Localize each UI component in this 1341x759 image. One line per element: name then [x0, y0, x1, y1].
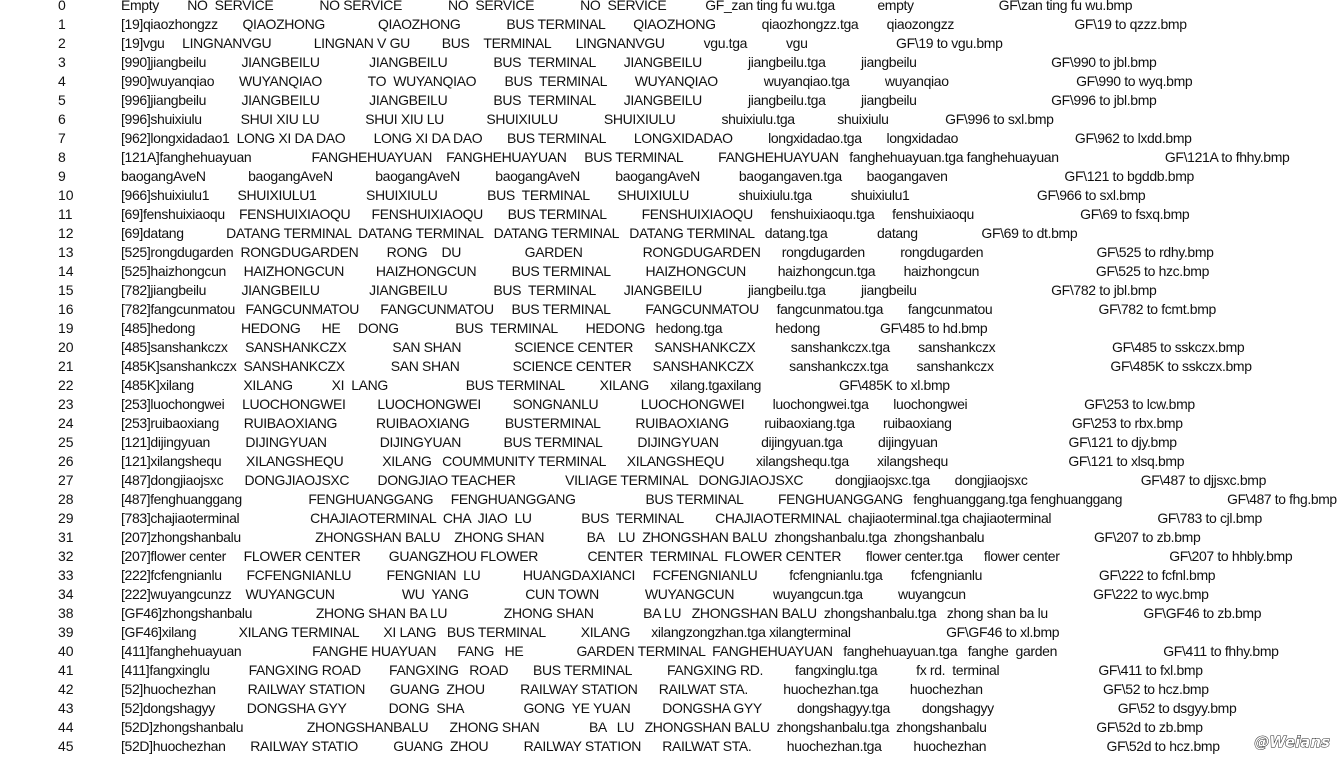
- row-index: 20: [58, 339, 74, 355]
- row-index: 27: [58, 472, 74, 488]
- row-text: [52D]huochezhan RAILWAY STATIO GUANG ZHOU RAILWAY STATION RAILWAT STA. huochezhan.tga huochezhan GF\52d to hcz.bmp: [121, 738, 1220, 754]
- row-text: [52]dongshagyy DONGSHA GYY DONG SHA GONG YE YUAN DONGSHA GYY dongshagyy.tga dongshagyy GF\52 to dsgyy.bmp: [121, 700, 1237, 716]
- list-row: [0, 642, 1341, 661]
- row-index: 4: [58, 73, 66, 89]
- row-index: 19: [58, 320, 74, 336]
- list-row: [0, 300, 1341, 319]
- list-row: [0, 452, 1341, 471]
- row-index: 5: [58, 92, 66, 108]
- row-text: [207]flower center FLOWER CENTER GUANGZHOU FLOWER CENTER TERMINAL FLOWER CENTER flower center.tga flower center GF\207 to hhbly.bmp: [121, 548, 1293, 564]
- row-index: 42: [58, 681, 74, 697]
- row-text: [782]fangcunmatou FANGCUNMATOU FANGCUNMATOU BUS TERMINAL FANGCUNMATOU fangcunmatou.tga fangcunmatou GF\782 to fcmt.bmp: [121, 301, 1216, 317]
- list-row: [0, 186, 1341, 205]
- row-index: 25: [58, 434, 74, 450]
- row-index: 41: [58, 662, 74, 678]
- row-text: [782]jiangbeilu JIANGBEILU JIANGBEILU BUS TERMINAL JIANGBEILU jiangbeilu.tga jiangbeilu GF\782 to jbl.bmp: [121, 282, 1157, 298]
- row-text: [485]sanshankczx SANSHANKCZX SAN SHAN SCIENCE CENTER SANSHANKCZX sanshankczx.tga sanshankczx GF\485 to sskczx.bmp: [121, 339, 1245, 355]
- list-row: [0, 338, 1341, 357]
- row-index: 22: [58, 377, 74, 393]
- list-row: [0, 433, 1341, 452]
- row-index: 13: [58, 244, 74, 260]
- list-row: [0, 357, 1341, 376]
- row-index: 14: [58, 263, 74, 279]
- row-index: 45: [58, 738, 74, 754]
- row-index: 2: [58, 35, 66, 51]
- list-row: [0, 205, 1341, 224]
- row-text: [487]dongjiaojsxc DONGJIAOJSXC DONGJIAO TEACHER VILIAGE TERMINAL DONGJIAOJSXC dongjiaojsxc.tga dongjiaojsxc GF\487 to djjsxc.bmp: [121, 472, 1267, 488]
- list-row: [0, 490, 1341, 509]
- list-row: [0, 509, 1341, 528]
- row-text: [222]wuyangcunzz WUYANGCUN WU YANG CUN TOWN WUYANGCUN wuyangcun.tga wuyangcun GF\222 to wyc.bmp: [121, 586, 1209, 602]
- list-row: [0, 0, 1341, 15]
- list-row: [0, 737, 1341, 756]
- row-text: [GF46]xilang XILANG TERMINAL XI LANG BUS TERMINAL XILANG xilangzongzhan.tga xilangterminal GF\GF46 to xl.bmp: [121, 624, 1060, 640]
- row-text: [966]shuixiulu1 SHUIXIULU1 SHUIXIULU BUS TERMINAL SHUIXIULU shuixiulu.tga shuixiulu1 GF\966 to sxl.bmp: [121, 187, 1146, 203]
- row-index: 34: [58, 586, 74, 602]
- row-index: 39: [58, 624, 74, 640]
- list-row: [0, 319, 1341, 338]
- row-text: [485]hedong HEDONG HE DONG BUS TERMINAL HEDONG hedong.tga hedong GF\485 to hd.bmp: [121, 320, 988, 336]
- row-text: [996]shuixiulu SHUI XIU LU SHUI XIU LU SHUIXIULU SHUIXIULU shuixiulu.tga shuixiulu GF\996 to sxl.bmp: [121, 111, 1054, 127]
- list-row: [0, 110, 1341, 129]
- row-text: [121A]fanghehuayuan FANGHEHUAYUAN FANGHEHUAYUAN BUS TERMINAL FANGHEHUAYUAN fanghehuayuan.tga fanghehuayuan GF\121A to fhhy.bmp: [121, 149, 1290, 165]
- row-index: 32: [58, 548, 74, 564]
- list-row: [0, 680, 1341, 699]
- row-text: [52D]zhongshanbalu ZHONGSHANBALU ZHONG SHAN BA LU ZHONGSHAN BALU zhongshanbalu.tga zhongshanbalu GF\52d to zb.bmp: [121, 719, 1203, 735]
- row-index: 11: [58, 206, 73, 222]
- row-index: 6: [58, 111, 66, 127]
- list-row: [0, 718, 1341, 737]
- row-text: [253]ruibaoxiang RUIBAOXIANG RUIBAOXIANG BUSTERMINAL RUIBAOXIANG ruibaoxiang.tga ruibaoxiang GF\253 to rbx.bmp: [121, 415, 1183, 431]
- row-text: [121]xilangshequ XILANGSHEQU XILANG COUMMUNITY TERMINAL XILANGSHEQU xilangshequ.tga xilangshequ GF\121 to xlsq.bmp: [121, 453, 1185, 469]
- row-index: 26: [58, 453, 74, 469]
- list-row: [0, 224, 1341, 243]
- list-row: [0, 281, 1341, 300]
- list-row: [0, 72, 1341, 91]
- list-row: [0, 414, 1341, 433]
- list-row: [0, 528, 1341, 547]
- list-row: [0, 262, 1341, 281]
- row-index: 33: [58, 567, 74, 583]
- row-index: 43: [58, 700, 74, 716]
- row-index: 9: [58, 168, 66, 184]
- list-row: [0, 148, 1341, 167]
- list-row: [0, 471, 1341, 490]
- row-index: 15: [58, 282, 74, 298]
- row-index: 38: [58, 605, 74, 621]
- row-index: 24: [58, 415, 74, 431]
- row-index: 44: [58, 719, 74, 735]
- row-text: [525]haizhongcun HAIZHONGCUN HAIZHONGCUN BUS TERMINAL HAIZHONGCUN haizhongcun.tga haizhongcun GF\525 to hzc.bmp: [121, 263, 1210, 279]
- row-index: 10: [58, 187, 74, 203]
- row-text: Empty NO SERVICE NO SERVICE NO SERVICE NO SERVICE GF_zan ting fu wu.tga empty GF\zan ting fu wu.bmp: [121, 0, 1133, 13]
- row-text: [996]jiangbeilu JIANGBEILU JIANGBEILU BUS TERMINAL JIANGBEILU jiangbeilu.tga jiangbeilu GF\996 to jbl.bmp: [121, 92, 1157, 108]
- row-index: 28: [58, 491, 74, 507]
- row-text: [69]datang DATANG TERMINAL DATANG TERMINAL DATANG TERMINAL DATANG TERMINAL datang.tga datang GF\69 to dt.bmp: [121, 225, 1078, 241]
- list-row: [0, 395, 1341, 414]
- row-index: 0: [58, 0, 66, 13]
- list-row: [0, 661, 1341, 680]
- row-index: 1: [58, 16, 66, 32]
- row-index: 31: [58, 529, 74, 545]
- row-index: 40: [58, 643, 74, 659]
- list-row: [0, 604, 1341, 623]
- list-row: [0, 566, 1341, 585]
- row-text: [121]dijingyuan DIJINGYUAN DIJINGYUAN BUS TERMINAL DIJINGYUAN dijingyuan.tga dijingyuan GF\121 to djy.bmp: [121, 434, 1177, 450]
- row-index: 23: [58, 396, 74, 412]
- row-index: 12: [58, 225, 74, 241]
- row-text: [485K]sanshankczx SANSHANKCZX SAN SHAN SCIENCE CENTER SANSHANKCZX sanshankczx.tga sanshankczx GF\485K to sskczx.bmp: [121, 358, 1252, 374]
- row-text: [411]fanghehuayuan FANGHE HUAYUAN FANG HE GARDEN TERMINAL FANGHEHUAYUAN fanghehuayuan.tga fanghe garden GF\411 to fhhy.bmp: [121, 643, 1279, 659]
- row-text: [222]fcfengnianlu FCFENGNIANLU FENGNIAN LU HUANGDAXIANCI FCFENGNIANLU fcfengnianlu.tga fcfengnianlu GF\222 to fcfnl.bmp: [121, 567, 1216, 583]
- row-text: [19]qiaozhongzz QIAOZHONG QIAOZHONG BUS TERMINAL QIAOZHONG qiaozhongzz.tga qiaozongzz GF\19 to qzzz.bmp: [121, 16, 1187, 32]
- list-row: [0, 53, 1341, 72]
- row-text: [207]zhongshanbalu ZHONGSHAN BALU ZHONG SHAN BA LU ZHONGSHAN BALU zhongshanbalu.tga zhongshanbalu GF\207 to zb.bmp: [121, 529, 1201, 545]
- list-row: [0, 699, 1341, 718]
- row-text: baogangAveN baogangAveN baogangAveN baogangAveN baogangAveN baogangaven.tga baogangaven GF\121 to bgddb.bmp: [121, 168, 1194, 184]
- row-index: 16: [58, 301, 74, 317]
- row-text: [485K]xilang XILANG XI LANG BUS TERMINAL XILANG xilang.tgaxilang GF\485K to xl.bmp: [121, 377, 950, 393]
- list-row: [0, 167, 1341, 186]
- row-text: [525]rongdugarden RONGDUGARDEN RONG DU GARDEN RONGDUGARDEN rongdugarden rongdugarden GF\525 to rdhy.bmp: [121, 244, 1214, 260]
- row-text: [990]jiangbeilu JIANGBEILU JIANGBEILU BUS TERMINAL JIANGBEILU jiangbeilu.tga jiangbeilu GF\990 to jbl.bmp: [121, 54, 1157, 70]
- row-text: [52]huochezhan RAILWAY STATION GUANG ZHOU RAILWAY STATION RAILWAT STA. huochezhan.tga huochezhan GF\52 to hcz.bmp: [121, 681, 1209, 697]
- list-row: [0, 623, 1341, 642]
- watermark-signature: @Weians: [1254, 733, 1330, 751]
- row-index: 3: [58, 54, 66, 70]
- row-index: 7: [58, 130, 66, 146]
- list-row: [0, 585, 1341, 604]
- list-row: [0, 91, 1341, 110]
- list-row: [0, 547, 1341, 566]
- list-row: [0, 376, 1341, 395]
- row-index: 29: [58, 510, 74, 526]
- list-row: [0, 243, 1341, 262]
- row-text: [990]wuyanqiao WUYANQIAO TO WUYANQIAO BUS TERMINAL WUYANQIAO wuyanqiao.tga wuyanqiao GF\990 to wyq.bmp: [121, 73, 1193, 89]
- list-row: [0, 15, 1341, 34]
- row-index: 8: [58, 149, 66, 165]
- row-text: [411]fangxinglu FANGXING ROAD FANGXING ROAD BUS TERMINAL FANGXING RD. fangxinglu.tga fx rd. terminal GF\411 to fxl.bmp: [121, 662, 1203, 678]
- row-text: [69]fenshuixiaoqu FENSHUIXIAOQU FENSHUIXIAOQU BUS TERMINAL FENSHUIXIAOQU fenshuixiaoqu.tga fenshuixiaoqu GF\69 to fsxq.bmp: [121, 206, 1190, 222]
- row-text: [487]fenghuanggang FENGHUANGGANG FENGHUANGGANG BUS TERMINAL FENGHUANGGANG fenghuanggang.tga fenghuanggang GF\487 to fhg.bmp: [121, 491, 1337, 507]
- row-text: [783]chajiaoterminal CHAJIAOTERMINAL CHA JIAO LU BUS TERMINAL CHAJIAOTERMINAL chajiaoterminal.tga chajiaoterminal GF\783 to cjl.bmp: [121, 510, 1262, 526]
- list-row: [0, 129, 1341, 148]
- row-text: [962]longxidadao1 LONG XI DA DAO LONG XI DA DAO BUS TERMINAL LONGXIDADAO longxidadao.tga longxidadao GF\962 to lxdd.bmp: [121, 130, 1192, 146]
- row-text: [19]vgu LINGNANVGU LINGNAN V GU BUS TERMINAL LINGNANVGU vgu.tga vgu GF\19 to vgu.bmp: [121, 35, 1003, 51]
- row-text: [GF46]zhongshanbalu ZHONG SHAN BA LU ZHONG SHAN BA LU ZHONGSHAN BALU zhongshanbalu.tga zhong shan ba lu GF\GF46 to zb.bmp: [121, 605, 1262, 621]
- row-text: [253]luochongwei LUOCHONGWEI LUOCHONGWEI SONGNANLU LUOCHONGWEI luochongwei.tga luochongwei GF\253 to lcw.bmp: [121, 396, 1195, 412]
- row-index: 21: [58, 358, 74, 374]
- list-row: [0, 34, 1341, 53]
